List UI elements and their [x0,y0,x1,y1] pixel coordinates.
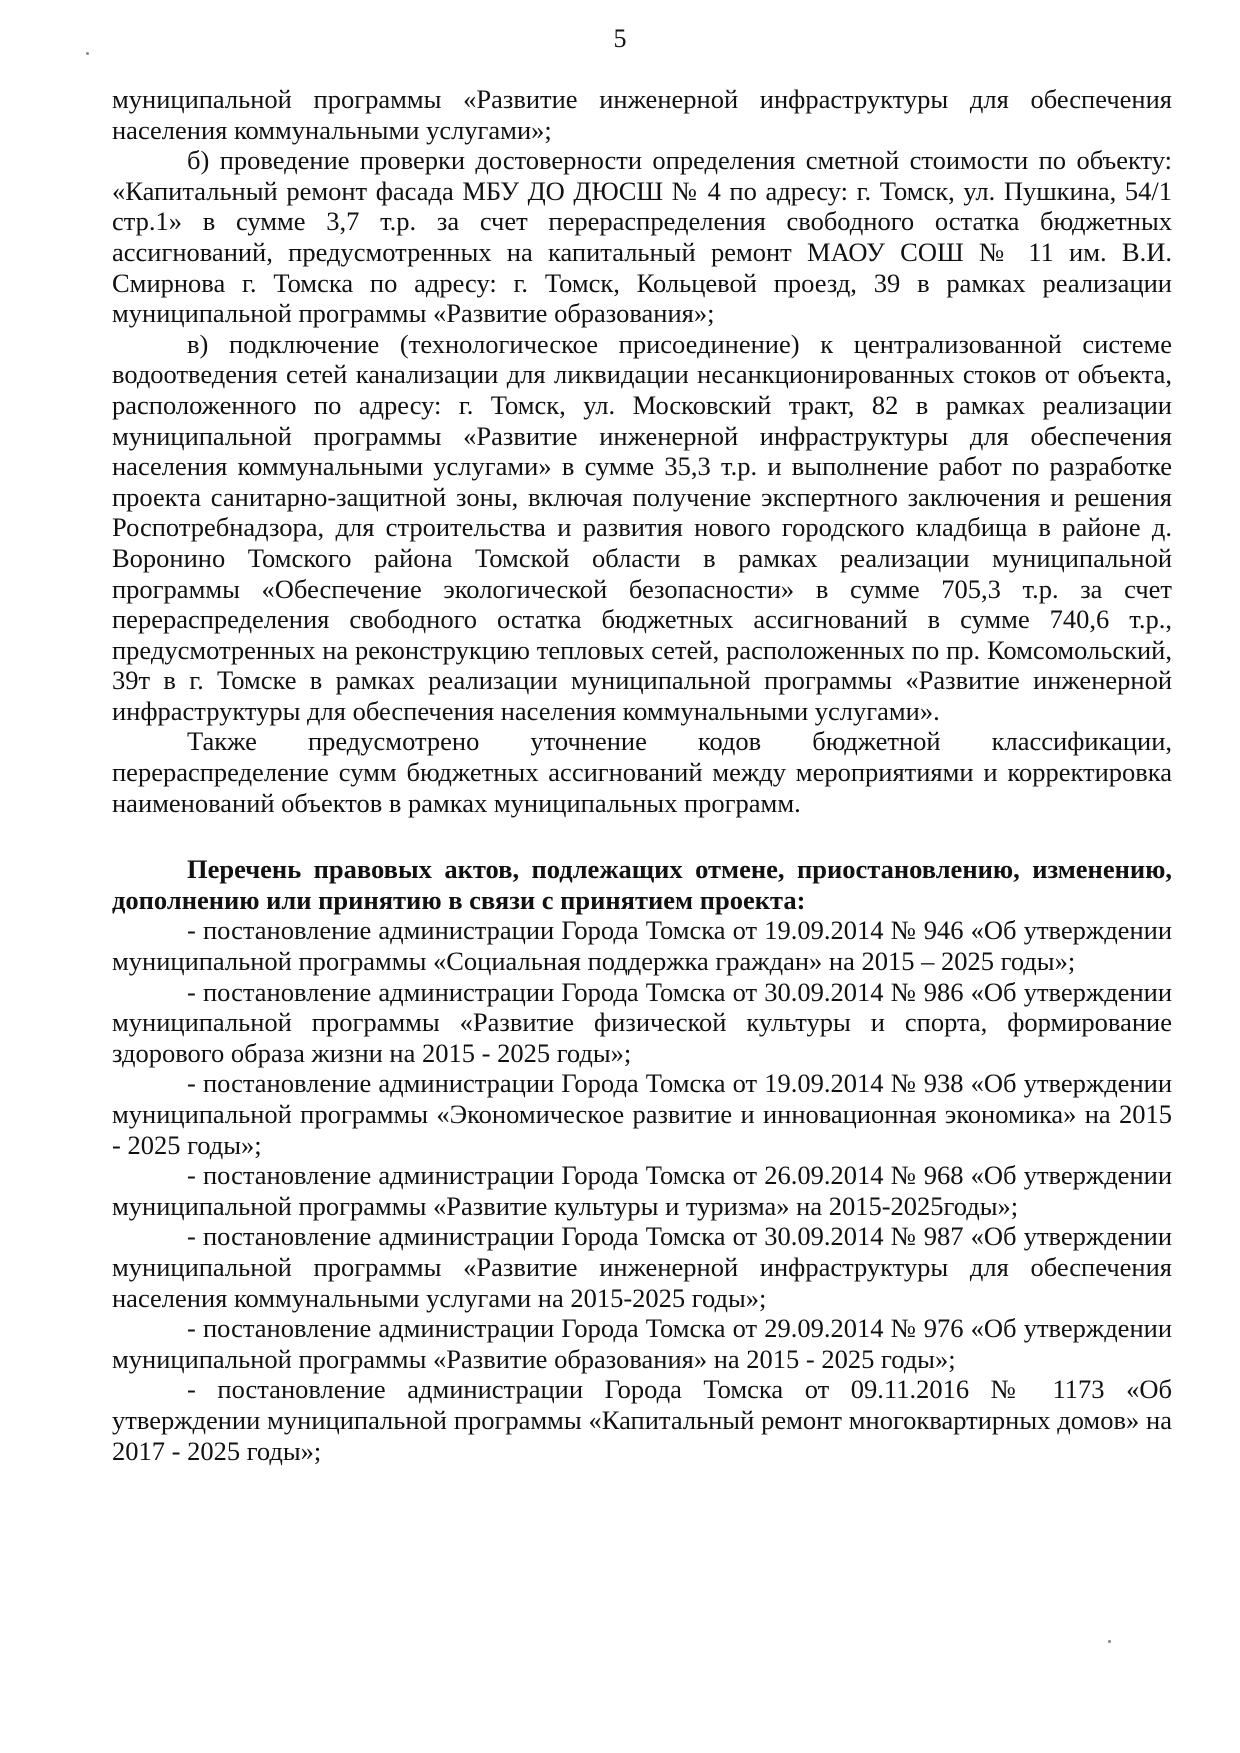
list-item: - постановление администрации Города Томска от 26.09.2014 № 968 «Об утверждении муниципальной программы «Развитие культуры и туризма» на 2015-2025годы»; [112,1160,1172,1221]
paragraph-item-b: б) проведение проверки достоверности определения сметной стоимости по объекту: «Капитальный ремонт фасада МБУ ДО ДЮСШ № 4 по адресу: г. Томск, ул. Пушкина, 54/1 стр.1» в сумме 3,7 т.р. за счет перераспределения свободного остатка бюджетных ассигнований, предусмотренных на капитальный ремонт МАОУ СОШ № 11 им. В.И. Смирнова г. Томска по адресу: г. Томск, Кольцевой проезд, 39 в рамках реализации муниципальной программы «Развитие образования»; [112,145,1172,329]
section-spacer [112,818,1172,854]
list-item: - постановление администрации Города Томска от 19.09.2014 № 938 «Об утверждении муниципальной программы «Экономическое развитие и инновационная экономика» на 2015 - 2025 годы»; [112,1068,1172,1160]
paragraph-item-v: в) подключение (технологическое присоединение) к централизованной системе водоотведения сетей канализации для ликвидации несанкционированных стоков от объекта, расположенного по адресу: г. Томск, ул. Московский тракт, 82 в рамках реализации муниципальной программы «Развитие инженерной инфраструктуры для обеспечения населения коммунальными услугами» в сумме 35,3 т.р. и выполнение работ по разработке проекта санитарно-защитной зоны, включая получение экспертного заключения и решения Роспотребнадзора, для строительства и развития нового городского кладбища в районе д. Воронино Томского района Томской области в рамках реализации муниципальной программы «Обеспечение экологической безопасности» в сумме 705,3 т.р. за счет перераспределения свободного остатка бюджетных ассигнований в сумме 740,6 т.р., предусмотренных на реконструкцию тепловых сетей, расположенных по пр. Комсомольский, 39т в г. Томске в рамках реализации муниципальной программы «Развитие инженерной инфраструктуры для обеспечения населения коммунальными услугами». [112,328,1172,726]
list-item: - постановление администрации Города Томска от 19.09.2014 № 946 «Об утверждении муниципальной программы «Социальная поддержка граждан» на 2015 – 2025 годы»; [112,915,1172,977]
paragraph-continuation: муниципальной программы «Развитие инженерной инфраструктуры для обеспечения населения коммунальными услугами»; [112,84,1172,145]
paragraph-summary: Также предусмотрено уточнение кодов бюджетной классификации, перераспределение сумм бюджетных ассигнований между мероприятиями и корректировка наименований объектов в рамках муниципальных программ. [112,726,1172,818]
list-item: - постановление администрации Города Томска от 09.11.2016 № 1173 «Об утверждении муниципальной программы «Капитальный ремонт многоквартирных домов» на 2017 - 2025 годы»; [112,1374,1172,1466]
page-number: 5 [613,24,627,53]
section-heading: Перечень правовых актов, подлежащих отмене, приостановлению, изменению, дополнению или принятию в связи с принятием проекта: [112,854,1172,915]
scan-speck [1108,1640,1111,1643]
list-item: - постановление администрации Города Томска от 30.09.2014 № 986 «Об утверждении муниципальной программы «Развитие физической культуры и спорта, формирование здорового образа жизни на 2015 - 2025 годы»; [112,976,1172,1068]
scan-speck [86,52,89,55]
list-item: - постановление администрации Города Томска от 30.09.2014 № 987 «Об утверждении муниципальной программы «Развитие инженерной инфраструктуры для обеспечения населения коммунальными услугами на 2015-2025 годы»; [112,1221,1172,1313]
list-item: - постановление администрации Города Томска от 29.09.2014 № 976 «Об утверждении муниципальной программы «Развитие образования» на 2015 - 2025 годы»; [112,1313,1172,1374]
document-body [112,84,1172,1466]
